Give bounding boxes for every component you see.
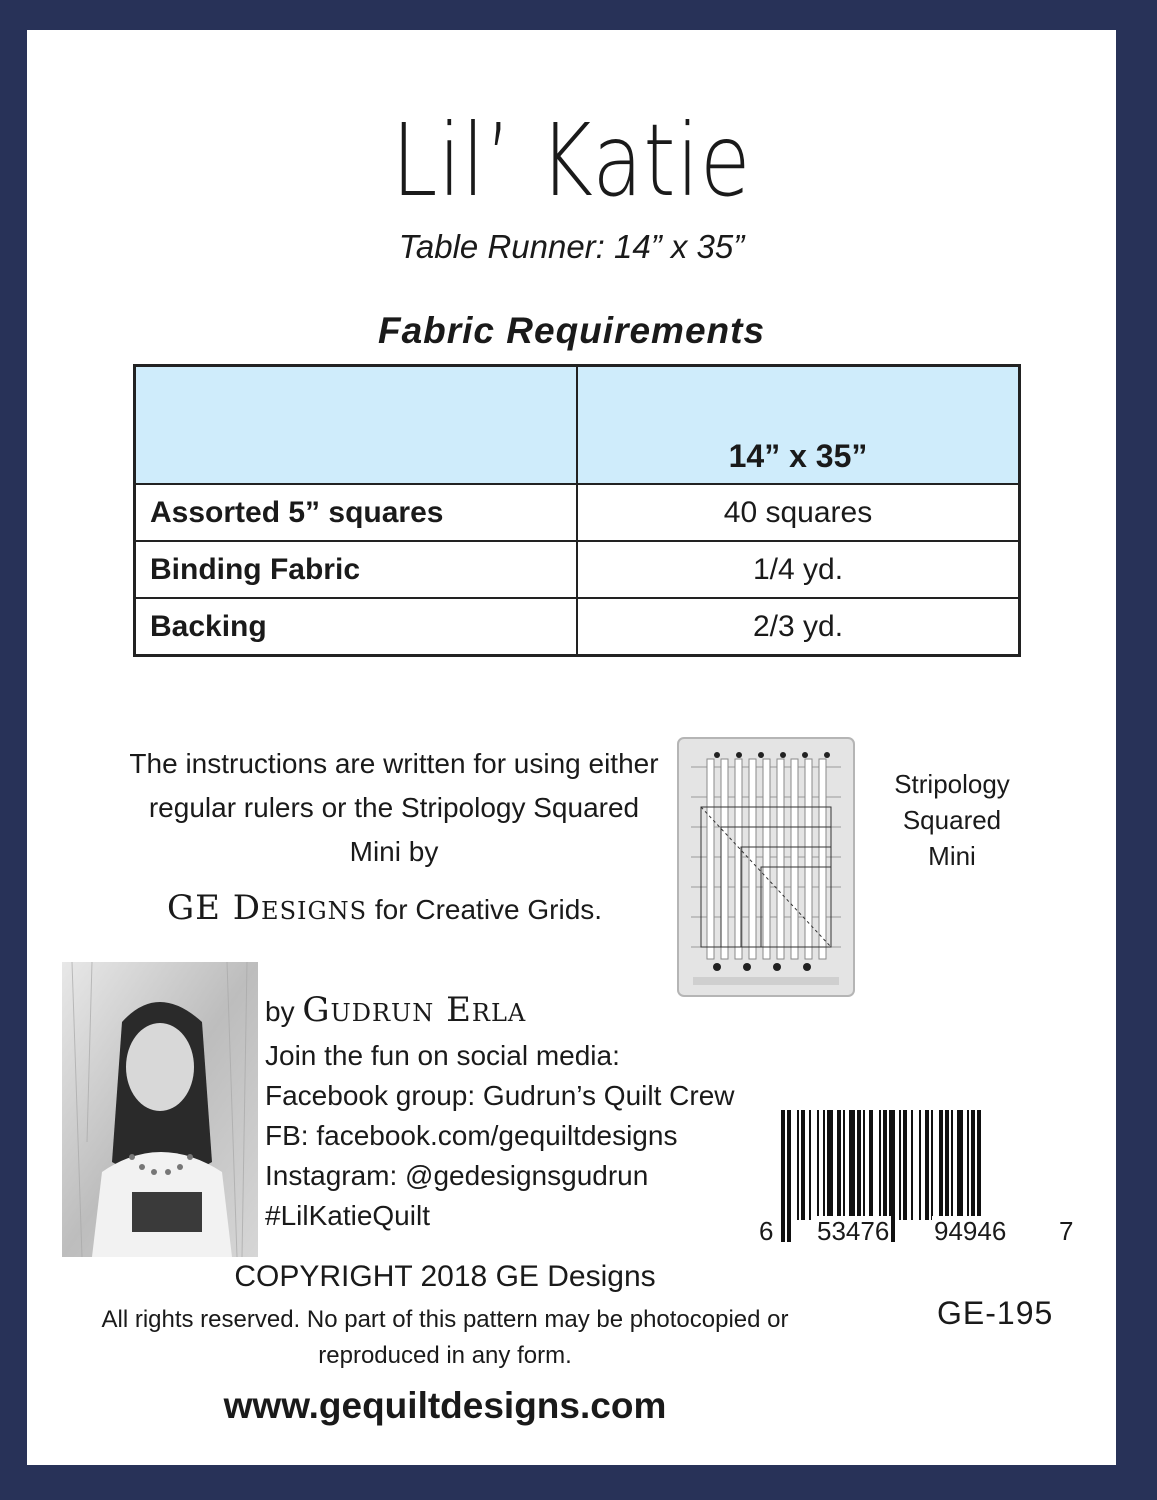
instructions-line: The instructions are written for using either (129, 748, 659, 779)
barcode-bar (957, 1110, 963, 1220)
social-line: #LilKatieQuilt (265, 1200, 430, 1231)
row-value: 40 squares (577, 484, 1020, 541)
row-label: Backing (135, 598, 578, 656)
social-line: Facebook group: Gudrun’s Quilt Crew (265, 1080, 735, 1111)
author-name: Gudrun Erla (302, 990, 527, 1030)
row-label: Assorted 5” squares (135, 484, 578, 541)
barcode-bar (837, 1110, 841, 1220)
rights-line: reproduced in any form. (318, 1342, 572, 1369)
barcode-left-group: 53476 (817, 1216, 890, 1246)
table-row (135, 598, 1020, 656)
barcode-digits (757, 1216, 1077, 1246)
designer-name: GE Designs (167, 888, 368, 928)
instructions-text (119, 742, 669, 874)
social-line: FB: facebook.com/gequiltdesigns (265, 1120, 678, 1151)
barcode-bar (899, 1110, 901, 1220)
barcode-bar (931, 1110, 933, 1220)
author-photo (62, 962, 258, 1257)
ruler-image (677, 737, 855, 997)
barcode-bar (863, 1110, 865, 1220)
designer-credit (167, 888, 602, 928)
ruler-caption-line: Mini (928, 841, 976, 871)
social-line: Join the fun on social media: (265, 1040, 620, 1071)
barcode-bar (951, 1110, 953, 1220)
ruler-caption-line: Stripology (894, 769, 1010, 799)
ruler-caption (882, 766, 1022, 874)
barcode-bar (925, 1110, 929, 1220)
author-block (265, 990, 735, 1236)
designer-suffix: for Creative Grids. (367, 894, 603, 925)
barcode-bar (809, 1110, 811, 1220)
byline-prefix: by (265, 996, 303, 1027)
barcode-bar (939, 1110, 943, 1220)
barcode-bar (857, 1110, 861, 1220)
barcode-bar (843, 1110, 845, 1220)
barcode-bar (823, 1110, 825, 1220)
barcode-check-digit: 7 (1059, 1216, 1074, 1246)
author-byline (265, 990, 735, 1032)
barcode-bar (903, 1110, 907, 1220)
barcode-bar (801, 1110, 805, 1220)
website-url: www.gequiltdesigns.com (223, 1385, 667, 1426)
table-row (135, 484, 1020, 541)
barcode-bar (817, 1110, 819, 1220)
table-header-row (135, 366, 1020, 485)
rights-line: All rights reserved. No part of this pattern may be photocopied or (101, 1306, 789, 1333)
barcode-right-group: 94946 (934, 1216, 1007, 1246)
social-line: Instagram: @gedesignsgudrun (265, 1160, 649, 1191)
barcode-bar (849, 1110, 855, 1220)
barcode-bar (869, 1110, 873, 1220)
rights-notice (67, 1302, 823, 1374)
fabric-requirements-heading: Fabric Requirements (377, 310, 766, 351)
row-value: 1/4 yd. (577, 541, 1020, 598)
barcode-first-digit: 6 (759, 1216, 774, 1246)
row-value: 2/3 yd. (577, 598, 1020, 656)
table-header-blank (135, 366, 578, 485)
pattern-back-cover (27, 30, 1116, 1465)
barcode-bar (919, 1110, 921, 1220)
instructions-line: regular rulers or the Stripology Squared (148, 792, 640, 823)
pattern-code: GE-195 (937, 1295, 1054, 1331)
table-row (135, 541, 1020, 598)
ruler-caption-line: Squared (902, 805, 1002, 835)
instructions-line: Mini by (349, 836, 439, 867)
barcode-bar (945, 1110, 949, 1220)
copyright-text: COPYRIGHT 2018 GE Designs (234, 1260, 656, 1293)
barcode-bar (827, 1110, 833, 1220)
table-size-header: 14” x 35” (577, 366, 1020, 485)
barcode-bar (967, 1110, 969, 1220)
barcode-bar (797, 1110, 799, 1220)
fabric-requirements-table (133, 364, 1021, 657)
pattern-subtitle: Table Runner: 14” x 35” (398, 228, 745, 265)
barcode-bar (911, 1110, 913, 1220)
barcode-bar (879, 1110, 881, 1220)
pattern-title: Lil’ Katie (391, 102, 752, 219)
row-label: Binding Fabric (135, 541, 578, 598)
